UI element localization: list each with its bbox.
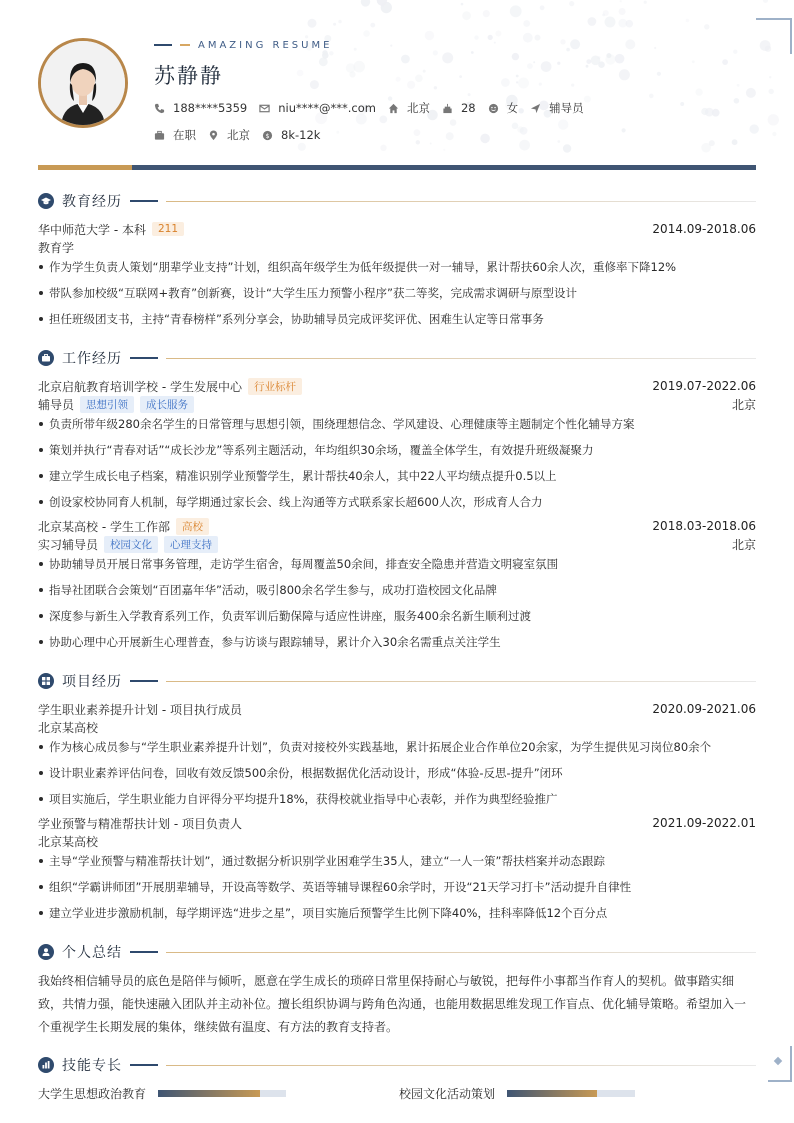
section-work-header: [38, 349, 756, 367]
position-text: 辅导员: [549, 101, 584, 115]
project-name: 学生职业素养提升计划 - 项目执行成员: [38, 702, 242, 717]
project-org: 北京某高校: [38, 834, 99, 849]
gender-item: [488, 100, 519, 116]
section-skills-header: [38, 1056, 756, 1074]
age-text: 28: [460, 101, 476, 115]
section-education-header: [38, 192, 756, 210]
education-major-row: [38, 239, 756, 255]
candidate-name: 苏静静: [154, 64, 223, 88]
school-tag: 211: [152, 222, 184, 236]
status-text: 在职: [173, 128, 196, 142]
role-tag: 校园文化: [104, 536, 158, 553]
skill-item: [38, 1085, 286, 1102]
role-name: 辅导员: [38, 397, 75, 412]
work-date: 2018.03-2018.06: [652, 519, 756, 533]
target-city-item: [208, 127, 250, 143]
list-item: 负责所带年级280余名学生的日常管理与思想引领，围绕理想信念、学风建设、心理健康等主题制定个性化辅导方案: [38, 416, 756, 432]
work-role-row: [38, 396, 756, 412]
project-date: 2020.09-2021.06: [652, 702, 756, 716]
section-project-header: [38, 672, 756, 690]
list-item: 带队参加校级“互联网+教育”创新赛，设计“大学生压力预警小程序”获二等奖，完成需求调研与原型设计: [38, 285, 756, 301]
age-item: [442, 101, 476, 115]
tagline-text: AMAZING RESUME: [198, 39, 333, 51]
user-icon: [38, 944, 54, 960]
list-item: 项目实施后，学生职业能力自评得分平均提升18%，获得校就业指导中心表彰，并作为典型经验推广: [38, 791, 756, 807]
work-role-row: [38, 536, 756, 552]
section-title: 个人总结: [62, 945, 122, 961]
org-name: 北京启航教育培训学校 - 学生发展中心: [38, 379, 242, 394]
map-pin-icon: [208, 130, 219, 141]
project-entry-header: [38, 815, 756, 831]
section-title: 教育经历: [62, 194, 122, 210]
salary-text: 8k-12k: [281, 128, 321, 142]
project-entry-header: [38, 701, 756, 717]
list-item: 深度参与新生入学教育系列工作，负责军训后勤保障与适应性讲座，服务400余名新生顺利过渡: [38, 608, 756, 624]
list-item: 作为核心成员参与“学生职业素养提升计划”，负责对接校外实践基地，累计拓展企业合作单位20余家，为学生提供见习岗位80余个: [38, 739, 756, 755]
home-icon: [388, 103, 399, 114]
work-entry-header: [38, 518, 756, 534]
education-date: 2014.09-2018.06: [652, 222, 756, 236]
major: 教育学: [38, 240, 75, 255]
corner-decoration-bottom-right: [768, 1046, 792, 1082]
list-item: 主导“学业预警与精准帮扶计划”，通过数据分析识别学业困难学生35人，建立“一人一策”帮扶档案并动态跟踪: [38, 853, 756, 869]
school-name: 华中师范大学 - 本科: [38, 222, 146, 237]
list-item: 设计职业素养评估问卷，回收有效反馈500余份，根据数据优化活动设计，形成“体验-反思-提升”闭环: [38, 765, 756, 781]
list-item: 协助辅导员开展日常事务管理，走访学生宿舍，每周覆盖50余间，排查安全隐患并营造文明寝室氛围: [38, 556, 756, 572]
role-name: 实习辅导员: [38, 537, 99, 552]
list-item: 担任班级团支书，主持“青春榜样”系列分享会，协助辅导员完成评奖评优、困难生认定等日常事务: [38, 311, 756, 327]
cake-icon: [442, 103, 453, 114]
tagline: [154, 38, 332, 52]
org-tag: 高校: [176, 518, 209, 535]
role-tag: 思想引领: [80, 396, 134, 413]
target-city-text: 北京: [227, 128, 250, 142]
mail-icon: [259, 103, 270, 114]
graduation-cap-icon: [38, 193, 54, 209]
work-entry-header: [38, 378, 756, 394]
summary-text: 我始终相信辅导员的底色是陪伴与倾听，愿意在学生成长的琐碎日常里保持耐心与敏锐，把每件小事都当作育人的契机。做事踏实细致，共情力强，能快速融入团队并主动补位。擅长组织协调与跨角色沟通，也能用数据思维发现工作盲点、优化辅导策略。希望加入一个重视学生长期发展的集体，继续做有温度、有方法的教育支持者。: [38, 974, 747, 1034]
list-item: 创设家校协同育人机制，每学期通过家长会、线上沟通等方式联系家长超600人次，形成育人合力: [38, 494, 756, 510]
job-status-row: [154, 127, 332, 143]
org-tag: 行业标杆: [248, 378, 302, 395]
section-title: 技能专长: [62, 1058, 122, 1074]
section-title: 工作经历: [62, 351, 122, 367]
location-item: [388, 100, 430, 116]
avatar: [38, 38, 128, 128]
list-item: 建立学业进步激励机制，每学期评选“进步之星”，项目实施后预警学生比例下降40%，挂科率降低12个百分点: [38, 905, 756, 921]
bar-chart-icon: [38, 1057, 54, 1073]
briefcase-icon: [38, 350, 54, 366]
svg-text:$: $: [265, 131, 270, 140]
skill-name: 大学生思想政治教育: [38, 1087, 147, 1101]
skill-level-bar: [507, 1090, 635, 1097]
education-entry-header: [38, 221, 756, 237]
role-tag: 心理支持: [164, 536, 218, 553]
email-text: niu****@***.com: [278, 101, 376, 115]
skill-level-bar: [158, 1090, 286, 1097]
list-item: 协助心理中心开展新生心理普查，参与访谈与跟踪辅导，累计介入30余名需重点关注学生: [38, 634, 756, 650]
header-divider-bar: [38, 165, 756, 170]
phone-item: [154, 101, 247, 115]
project-org: 北京某高校: [38, 720, 99, 735]
status-item: [154, 127, 196, 143]
list-item: 建立学生成长电子档案，精准识别学业预警学生，累计帮扶40余人，其中22人平均绩点提升0.5以上: [38, 468, 756, 484]
section-summary-header: [38, 943, 756, 961]
list-item: 指导社团联合会策划“百团嘉年华”活动，吸引800余名学生参与，成功打造校园文化品牌: [38, 582, 756, 598]
gender-text: 女: [506, 101, 519, 115]
org-name: 北京某高校 - 学生工作部: [38, 519, 170, 534]
list-item: 策划并执行“青春对话”“成长沙龙”等系列主题活动，年均组织30余场，覆盖全体学生，有效提升班级凝聚力: [38, 442, 756, 458]
skill-item: [399, 1085, 635, 1102]
position-item: [530, 100, 584, 116]
grid-icon: [38, 673, 54, 689]
work-date: 2019.07-2022.06: [652, 379, 756, 393]
smile-icon: [488, 103, 499, 114]
skill-level-fill: [507, 1090, 597, 1097]
section-title: 项目经历: [62, 674, 122, 690]
location-text: 北京: [406, 101, 430, 115]
salary-item: [262, 128, 320, 142]
work-city: 北京: [731, 397, 756, 412]
briefcase-icon: [154, 130, 165, 141]
project-org-row: [38, 719, 756, 735]
role-tag: 成长服务: [140, 396, 194, 413]
send-icon: [530, 103, 541, 114]
list-item: 作为学生负责人策划“朋辈学业支持”计划，组织高年级学生为低年级提供一对一辅导，累计帮扶60余人次，重修率下降12%: [38, 259, 756, 275]
skill-name: 校园文化活动策划: [399, 1087, 496, 1101]
project-org-row: [38, 833, 756, 849]
project-name: 学业预警与精准帮扶计划 - 项目负责人: [38, 816, 242, 831]
phone-text: 188****5359: [173, 101, 248, 115]
phone-icon: [154, 103, 165, 114]
contact-row: [154, 100, 596, 116]
skill-level-fill: [158, 1090, 260, 1097]
work-city: 北京: [731, 537, 756, 552]
email-item: [259, 101, 376, 115]
money-icon: [262, 130, 273, 141]
list-item: 组织“学霸讲师团”开展朋辈辅导，开设高等数学、英语等辅导课程60余学时，开设“21天学习打卡”活动提升自律性: [38, 879, 756, 895]
project-date: 2021.09-2022.01: [652, 816, 756, 830]
profile-photo: [41, 41, 125, 125]
corner-decoration-top-right: [756, 18, 792, 54]
